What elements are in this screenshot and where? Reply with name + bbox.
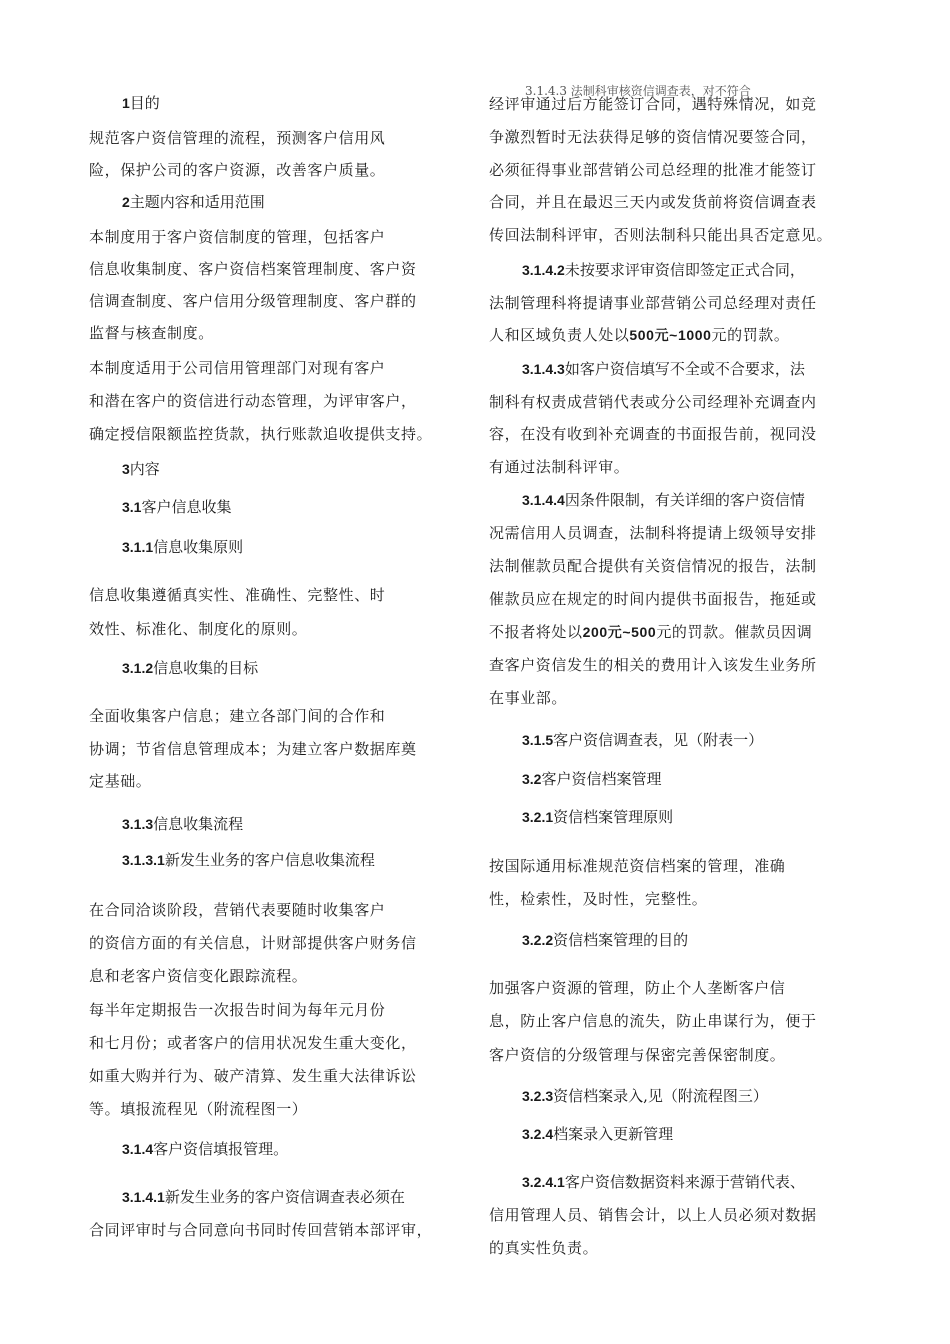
paragraph-line: 监督与核查制度。	[89, 324, 214, 342]
heading-3: 3内容	[122, 460, 160, 478]
paragraph-line: 催款员应在规定的时间内提供书面报告，拖延或	[489, 590, 817, 608]
heading-2: 2主题内容和适用范围	[122, 193, 265, 211]
paragraph-line: 容，在没有收到补充调查的书面报告前，视同没	[489, 425, 817, 443]
heading-3-1-4-4: 3.1.4.4因条件限制，有关详细的客户资信情	[522, 491, 805, 509]
paragraph-line: 有通过法制科评审。	[489, 458, 630, 476]
heading-1: 1目的	[122, 94, 160, 112]
heading-3-1-3-1: 3.1.3.1新发生业务的客户信息收集流程	[122, 851, 375, 869]
paragraph-line: 信用管理人员、销售会计，以上人员必须对数据	[489, 1206, 817, 1224]
paragraph-line: 本制度适用于公司信用管理部门对现有客户	[89, 359, 386, 377]
heading-3-2-3: 3.2.3资信档案录入,见（附流程图三）	[522, 1087, 768, 1105]
paragraph-line: 全面收集客户信息；建立各部门间的合作和	[89, 707, 386, 725]
paragraph-line: 息，防止客户信息的流失，防止串谋行为，便于	[489, 1012, 817, 1030]
paragraph-line: 息和老客户资信变化跟踪流程。	[89, 967, 308, 985]
heading-3-2-2: 3.2.2资信档案管理的目的	[522, 931, 689, 949]
heading-3-1-5: 3.1.5客户资信调查表，见（附表一）	[522, 731, 764, 749]
paragraph-line: 本制度用于客户资信制度的管理，包括客户	[89, 228, 386, 246]
paragraph-line: 和七月份；或者客户的信用状况发生重大变化，	[89, 1034, 417, 1052]
paragraph-line: 传回法制科评审，否则法制科只能出具否定意见。	[489, 226, 833, 244]
paragraph-line: 险，保护公司的客户资源，改善客户质量。	[89, 161, 386, 179]
paragraph-line: 信调查制度、客户信用分级管理制度、客户群的	[89, 292, 417, 310]
paragraph-line: 合同评审时与合同意向书同时传回营销本部评审，	[89, 1221, 433, 1239]
heading-3-2-4: 3.2.4档案录入更新管理	[522, 1125, 674, 1143]
paragraph-line: 如重大购并行为、破产清算、发生重大法律诉讼	[89, 1067, 417, 1085]
paragraph-line: 和潜在客户的资信进行动态管理，为评审客户，	[89, 392, 417, 410]
paragraph-line: 信息收集制度、客户资信档案管理制度、客户资	[89, 260, 417, 278]
paragraph-line: 争激烈暂时无法获得足够的资信情况要签合同，	[489, 128, 817, 146]
paragraph-line: 在事业部。	[489, 689, 568, 707]
paragraph-line: 的真实性负责。	[489, 1239, 599, 1257]
paragraph-line: 查客户资信发生的相关的费用计入该发生业务所	[489, 656, 817, 674]
paragraph-line: 经评审通过后方能签订合同，遇特殊情况，如竞	[489, 95, 817, 113]
heading-3-1-3: 3.1.3信息收集流程	[122, 815, 244, 833]
paragraph-line: 规范客户资信管理的流程，预测客户信用风	[89, 129, 386, 147]
paragraph-line: 协调；节省信息管理成本；为建立客户数据库奠	[89, 740, 417, 758]
paragraph-line: 必须征得事业部营销公司总经理的批准才能签订	[489, 161, 817, 179]
paragraph-line: 法制管理科将提请事业部营销公司总经理对责任	[489, 294, 817, 312]
heading-3-1: 3.1客户信息收集	[122, 498, 232, 516]
paragraph-line: 客户资信的分级管理与保密完善保密制度。	[489, 1046, 786, 1064]
paragraph-line: 信息收集遵循真实性、准确性、完整性、时	[89, 586, 386, 604]
paragraph-line: 人和区域负责人处以500元~1000元的罚款。	[489, 326, 790, 344]
heading-3-2: 3.2客户资信档案管理	[522, 770, 662, 788]
heading-3-2-1: 3.2.1资信档案管理原则	[522, 808, 674, 826]
paragraph-line: 等。填报流程见（附流程图一）	[89, 1100, 308, 1118]
heading-3-1-4-3: 3.1.4.3如客户资信填写不全或不合要求，法	[522, 360, 805, 378]
paragraph-line: 效性、标准化、制度化的原则。	[89, 620, 308, 638]
heading-3-1-4: 3.1.4客户资信填报管理。	[122, 1140, 289, 1158]
paragraph-line: 在合同洽谈阶段，营销代表要随时收集客户	[89, 901, 386, 919]
heading-3-1-2: 3.1.2信息收集的目标	[122, 659, 259, 677]
paragraph-line: 按国际通用标准规范资信档案的管理，准确	[489, 857, 786, 875]
heading-3-2-4-1: 3.2.4.1客户资信数据资料来源于营销代表、	[522, 1173, 805, 1191]
heading-3-1-1: 3.1.1信息收集原则	[122, 538, 244, 556]
overlapped-heading: 3.1.4.3 法制科审核资信调查表，对不符合	[525, 84, 751, 98]
paragraph-line: 不报者将处以200元~500元的罚款。催款员因调	[489, 623, 813, 641]
heading-3-1-4-2: 3.1.4.2未按要求评审资信即签定正式合同，	[522, 261, 805, 279]
paragraph-line: 性，检索性，及时性，完整性。	[489, 890, 708, 908]
paragraph-line: 确定授信限额监控货款，执行账款追收提供支持。	[89, 425, 433, 443]
paragraph-line: 定基础。	[89, 772, 152, 790]
paragraph-line: 况需信用人员调查，法制科将提请上级领导安排	[489, 524, 817, 542]
paragraph-line: 合同，并且在最迟三天内或发货前将资信调查表	[489, 193, 817, 211]
paragraph-line: 制科有权责成营销代表或分公司经理补充调查内	[489, 393, 817, 411]
paragraph-line: 法制催款员配合提供有关资信情况的报告，法制	[489, 557, 817, 575]
paragraph-line: 加强客户资源的管理，防止个人垄断客户信	[489, 979, 786, 997]
heading-3-1-4-1: 3.1.4.1新发生业务的客户资信调查表必须在	[122, 1188, 405, 1206]
paragraph-line: 每半年定期报告一次报告时间为每年元月份	[89, 1001, 386, 1019]
paragraph-line: 的资信方面的有关信息，计财部提供客户财务信	[89, 934, 417, 952]
